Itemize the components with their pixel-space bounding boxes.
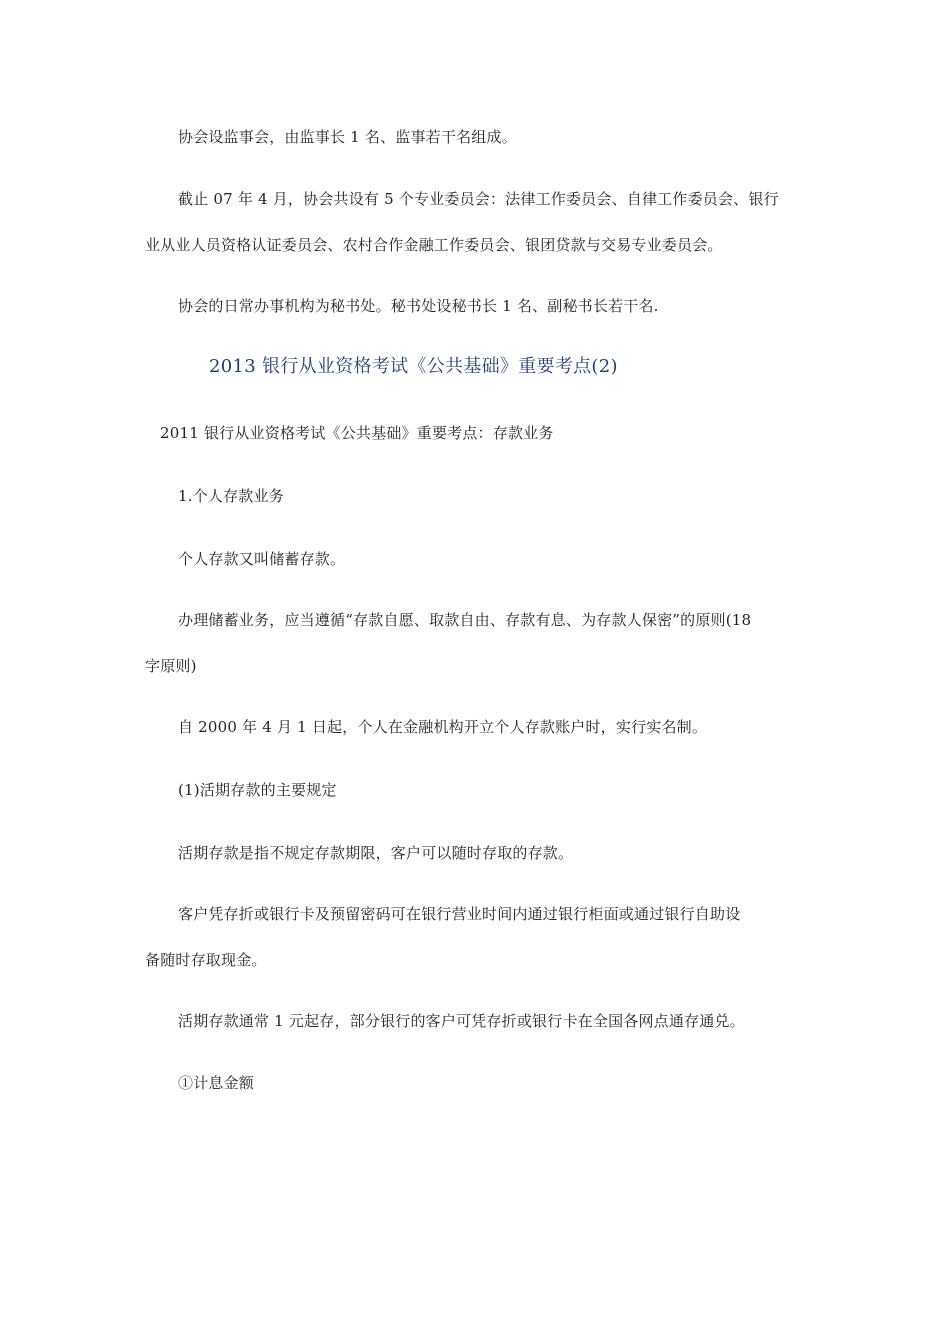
section-interest-amount: ①计息金额 [178, 1074, 255, 1092]
paragraph-supervisory-board: 协会设监事会，由监事长 1 名、监事若干名组成。 [178, 128, 517, 146]
paragraph-committees-line2: 业从业人员资格认证委员会、农村合作金融工作委员会、银团贷款与交易专业委员会。 [145, 236, 723, 254]
paragraph-withdrawal-line1: 客户凭存折或银行卡及预留密码可在银行营业时间内通过银行柜面或通过银行自助设 [178, 905, 741, 923]
paragraph-demand-definition: 活期存款是指不规定存款期限，客户可以随时存取的存款。 [178, 844, 574, 862]
section-personal-deposit: 1.个人存款业务 [178, 487, 284, 505]
paragraph-withdrawal-line2: 备随时存取现金。 [145, 951, 267, 969]
article-heading: 2013 银行从业资格考试《公共基础》重要考点(2) [209, 356, 618, 377]
paragraph-committees-line1: 截止 07 年 4 月，协会共设有 5 个专业委员会：法律工作委员会、自律工作委员会、银行 [178, 190, 779, 208]
section-demand-deposit: (1)活期存款的主要规定 [178, 781, 337, 799]
paragraph-minimum-deposit: 活期存款通常 1 元起存，部分银行的客户可凭存折或银行卡在全国各网点通存通兑。 [178, 1012, 745, 1030]
paragraph-savings-deposit: 个人存款又叫储蓄存款。 [178, 550, 346, 568]
paragraph-real-name: 自 2000 年 4 月 1 日起，个人在金融机构开立个人存款账户时，实行实名制。 [178, 718, 708, 736]
paragraph-principle-line1: 办理储蓄业务，应当遵循“存款自愿、取款自由、存款有息、为存款人保密”的原则(18 [178, 611, 752, 629]
paragraph-principle-line2: 字原则) [145, 657, 197, 675]
article-subheading: 2011 银行从业资格考试《公共基础》重要考点：存款业务 [160, 424, 554, 442]
paragraph-secretariat: 协会的日常办事机构为秘书处。秘书处设秘书长 1 名、副秘书长若干名. [178, 297, 659, 315]
